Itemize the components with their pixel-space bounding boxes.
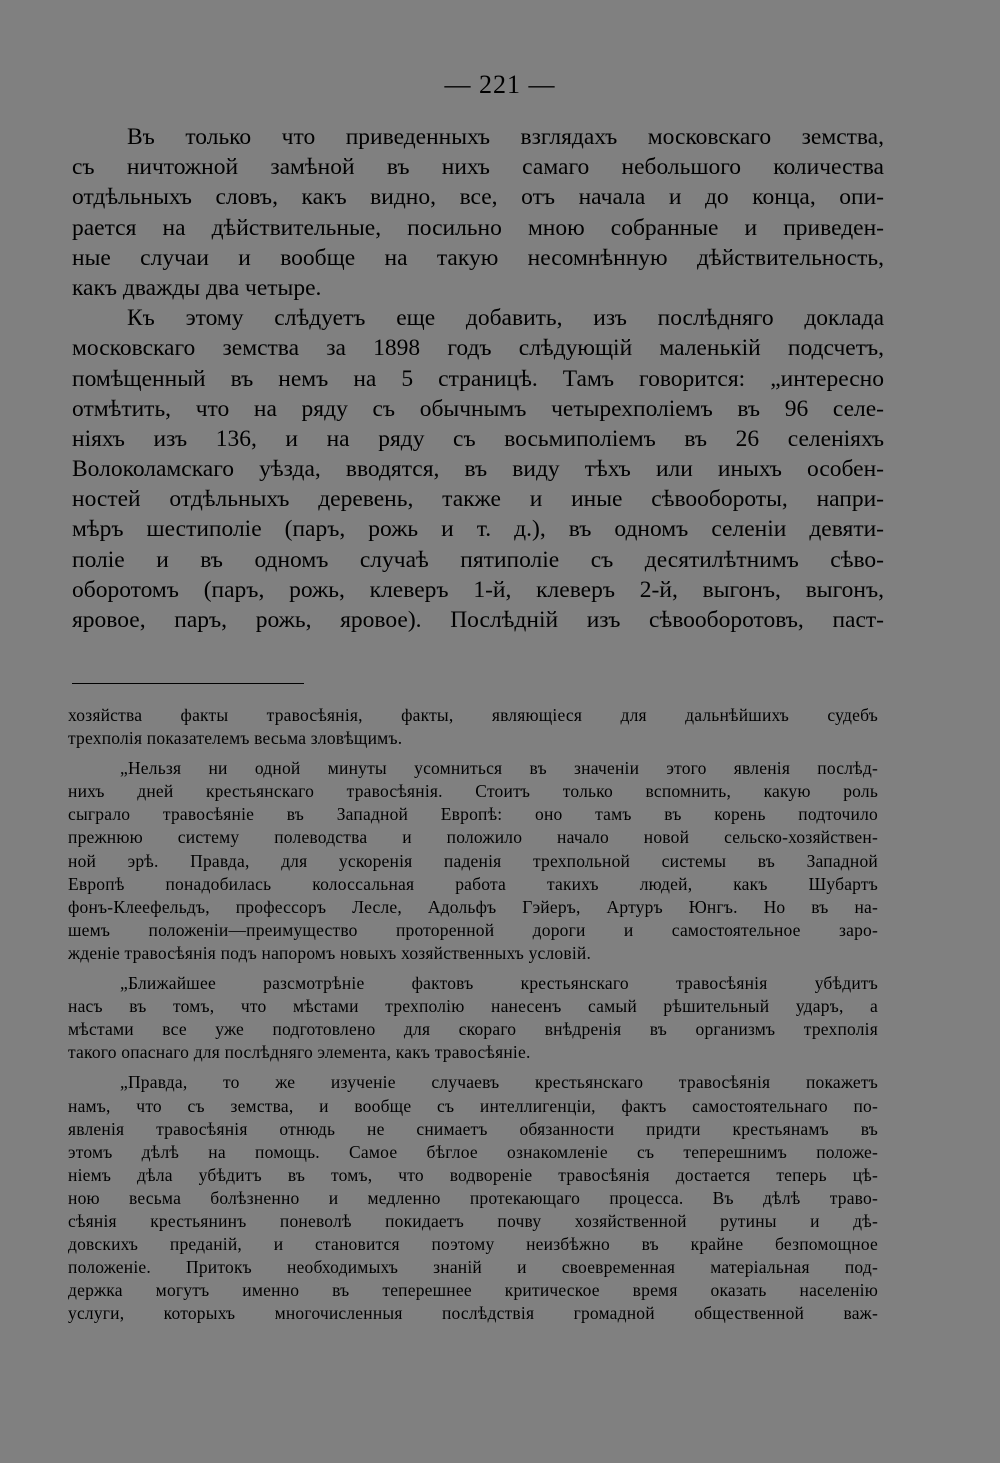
text-line: рается на дѣйствительные, посильно мною собранные и приведен- (72, 214, 884, 241)
page-number: — 221 — (444, 70, 556, 99)
text-line: отмѣтить, что на ряду съ обычнымъ четырехполіемъ въ 96 селе- (72, 395, 884, 422)
paragraph (72, 122, 884, 303)
footnote-line: Европѣ понадобилась колоссальная работа такихъ людей, какъ Шубартъ (68, 873, 878, 894)
footnote-line: шемъ положеніи—преимущество проторенной дороги и самостоятельное заро- (68, 919, 878, 940)
footnote-line: этомъ дѣлѣ на помощь. Самое бѣглое ознакомленіе съ теперешнимъ положе- (68, 1141, 878, 1162)
footnote-line: трехполія показателемъ весьма зловѣщимъ. (68, 728, 403, 749)
text-line: Въ только что приведенныхъ взглядахъ московскаго земства, (127, 124, 884, 150)
footnote-line: насъ въ томъ, что мѣстами трехполію нанесенъ самый рѣшительный ударъ, а (68, 996, 878, 1017)
text-line: Волоколамскаго уѣзда, вводятся, въ виду тѣхъ или иныхъ особен- (72, 456, 884, 483)
footnote-line: жденіе травосѣянія подъ напоромъ новыхъ хозяйственныхъ условій. (68, 942, 592, 963)
footnote-line: прежнюю систему полеводства и положило начало новой сельско-хозяйствен- (68, 827, 878, 848)
footnote-line: „Ближайшее разсмотрѣніе фактовъ крестьянскаго травосѣянія убѣдитъ (120, 973, 878, 994)
text-line: отдѣльныхъ словъ, какъ видно, все, отъ начала и до конца, опи- (72, 184, 884, 211)
footnote-line: намъ, что съ земства, и вообще съ интеллигенціи, фактъ самостоятельнаго по- (68, 1095, 878, 1116)
text-line: яровое, паръ, рожь, яровое). Послѣдній изъ сѣвооборотовъ, паст- (72, 607, 884, 633)
text-line: помѣщенный въ немъ на 5 страницѣ. Тамъ говорится: „интересно (72, 365, 884, 392)
footnote-line: довскихъ преданій, и становится поэтому неизбѣжно въ крайне безпомощное (68, 1234, 878, 1255)
footnote-line: хозяйства факты травосѣянія, факты, являющіеся для дальнѣйшихъ судебъ (68, 705, 878, 725)
footnote-line: мѣстами все уже подготовлено для скораго внѣдренія въ организмъ трехполія (68, 1019, 878, 1040)
text-line: московскаго земства за 1898 годъ слѣдующій маленькій подсчетъ, (72, 335, 884, 362)
footnote-line: сыграло травосѣяніе въ Западной Европѣ: оно тамъ въ корень подточило (68, 804, 878, 825)
footnote-paragraph (68, 1071, 878, 1325)
text-line: ностей отдѣльныхъ деревень, также и иные сѣвообороты, напри- (72, 486, 884, 513)
footnote-line: фонъ-Клеефельдъ, профессоръ Лесле, Адольфъ Гэйеръ, Артуръ Юнгъ. Но въ на- (68, 896, 878, 917)
footnote-paragraph (68, 972, 878, 1064)
footnote-line: ной эрѣ. Правда, для ускоренія паденія трехпольной системы въ Западной (68, 850, 878, 871)
main-text (72, 122, 884, 635)
text-line: Къ этому слѣдуетъ еще добавить, изъ послѣдняго доклада (127, 305, 884, 332)
footnote-line: услуги, которыхъ многочисленныя послѣдствія громадной общественной важ- (68, 1303, 878, 1324)
footnote-line: ніемъ дѣла убѣдитъ въ томъ, что водвореніе травосѣянія достается теперь цѣ- (68, 1164, 878, 1185)
footnote-paragraph (68, 757, 878, 965)
footnote-line: нихъ дней крестьянскаго травосѣянія. Стоитъ только вспомнить, какую роль (68, 781, 878, 802)
footnote-line: „Правда, то же изученіе случаевъ крестьянскаго травосѣянія покажетъ (120, 1072, 878, 1093)
text-line: оборотомъ (паръ, рожь, клеверъ 1-й, клеверъ 2-й, выгонъ, выгонъ, (72, 576, 884, 603)
text-line: ніяхъ изъ 136, и на ряду съ восьмиполіемъ въ 26 селеніяхъ (72, 425, 884, 452)
text-line: какъ дважды два четыре. (72, 274, 322, 301)
footnote-line: такого опаснаго для послѣдняго элемента, какъ травосѣяніе. (68, 1042, 531, 1063)
text-line: ные случаи и вообще на такую несомнѣнную дѣйствительность, (72, 244, 884, 271)
text-line: поліе и въ одномъ случаѣ пятиполіе съ десятилѣтнимъ сѣво- (72, 546, 884, 573)
footnote-line: явленія травосѣянія отнюдь не снимаетъ обязанности придти крестьянамъ въ (68, 1118, 878, 1139)
footnote-line: ною весьма болѣзненно и медленно протекающаго процесса. Въ дѣлѣ траво- (68, 1187, 878, 1208)
text-line: съ ничтожной замѣной въ нихъ самаго небольшого количества (72, 154, 884, 181)
footnote-line: положеніе. Притокъ необходимыхъ знаній и своевременная матеріальная под- (68, 1257, 878, 1278)
footnote-paragraph (68, 704, 878, 750)
footnote-text (68, 704, 878, 1332)
footnote-separator (72, 683, 304, 684)
footnote-line: сѣянія крестьянинъ поневолѣ покидаетъ почву хозяйственной рутины и дѣ- (68, 1210, 878, 1231)
footnote-line: держка могутъ именно въ теперешнее критическое время оказать населенію (68, 1280, 878, 1301)
footnote-line: „Нельзя ни одной минуты усомниться въ значеніи этого явленія послѣд- (120, 758, 878, 779)
paragraph (72, 303, 884, 635)
text-line: мѣръ шестиполіе (паръ, рожь и т. д.), въ одномъ селеніи девяти- (72, 516, 884, 543)
